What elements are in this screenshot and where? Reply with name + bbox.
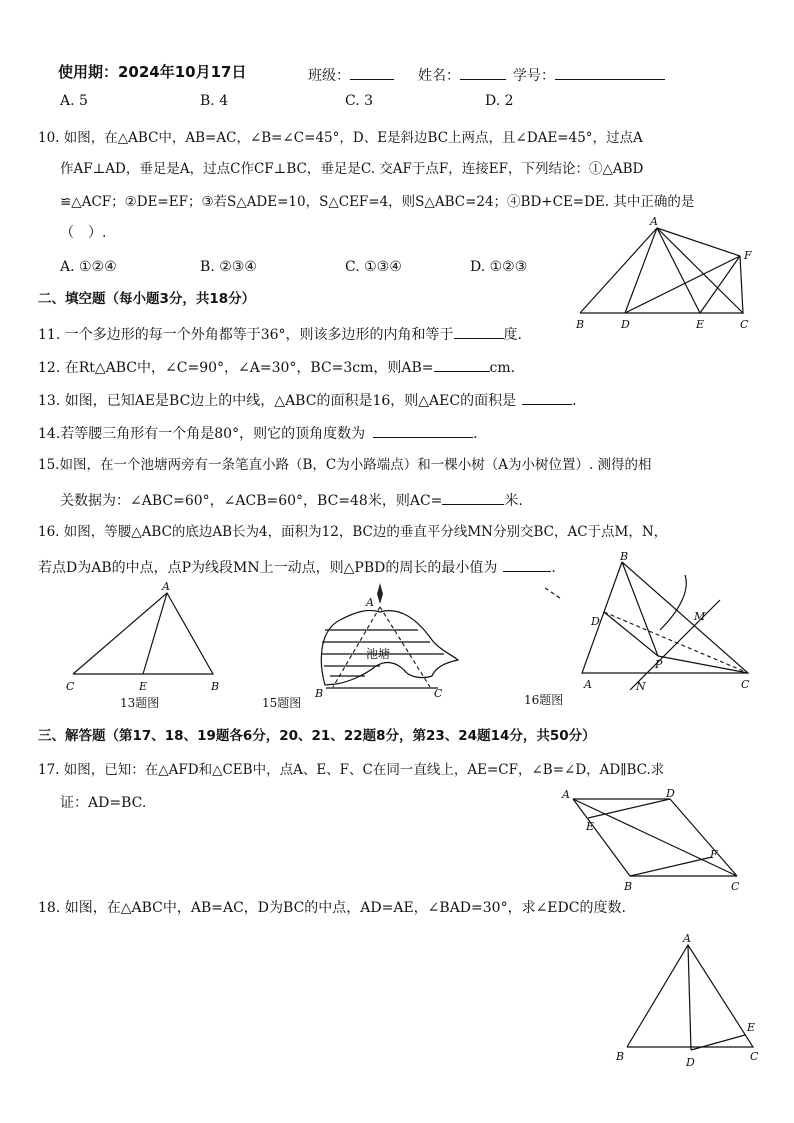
q13-text: 13. 如图，已知AE是BC边上的中线，△ABC的面积是16，则△AEC的面积是 [38, 393, 517, 409]
fig13 [66, 580, 219, 710]
fig16 [524, 550, 750, 707]
fig16-label-n: N [636, 680, 646, 693]
q12-suffix: cm. [489, 360, 516, 376]
fig16-caption: 16题图 [524, 693, 564, 707]
fig16-label-c: C [741, 678, 750, 691]
q18-text: 18. 如图，在△ABC中，AB=AC，D为BC的中点，AD=AE，∠BAD=30°，求∠EDC的度数. [38, 900, 626, 916]
fig15-label-b: B [315, 687, 324, 700]
q15-text: 关数据为：∠ABC=60°，∠ACB=60°，BC=48米，则AC= [60, 493, 443, 509]
q17-label-c: C [731, 880, 740, 893]
fig16-label-b: B [620, 550, 629, 563]
fig15-label-a: A [366, 596, 374, 609]
q17-figure [561, 787, 740, 893]
q10-label-c: C [740, 318, 749, 331]
fig15-label-c: C [434, 687, 443, 700]
q17-line2: 证：AD=BC. [60, 795, 147, 811]
fig16-label-m: M [694, 610, 706, 623]
id-label: 学号： [513, 68, 555, 84]
q17-label-e: E [586, 820, 595, 833]
q10-label-a: A [650, 215, 658, 228]
q10-option-c: C. ①③④ [345, 259, 402, 275]
q15-suffix: 米. [504, 493, 523, 509]
q17-label-b: B [624, 880, 633, 893]
pond-label: 池塘 [366, 647, 391, 661]
q10-option-b: B. ②③④ [200, 259, 257, 275]
q18-label-e: E [747, 1021, 756, 1034]
tree-icon [377, 583, 383, 604]
q18-figure [615, 932, 759, 1069]
class-label: 班级： [308, 68, 350, 84]
q9-option-c: C. 3 [345, 93, 374, 109]
q18-label-c: C [750, 1050, 759, 1063]
exam-date: 使用期：2024年10月17日 [58, 63, 247, 81]
fig16-label-a: A [584, 678, 592, 691]
q10-label-d: D [621, 318, 630, 331]
q18-label-d: D [686, 1056, 695, 1069]
fig13-label-c: C [66, 680, 75, 693]
q9-option-b: B. 4 [200, 93, 229, 109]
q16-line1: 16. 如图，等腰△ABC的底边AB长为4，面积为12，BC边的垂直平分线MN分别交BC，AC于点M，N， [38, 524, 668, 540]
fig13-label-a: A [162, 580, 170, 593]
q10-line1: 10. 如图，在△ABC中，AB=AC，∠B=∠C=45°，D、E是斜边BC上两点，且∠DAE=45°，过点A [38, 130, 643, 146]
q10-line3: ≌△ACF；②DE=EF；③若S△ADE=10，S△CEF=4，则S△ABC=24；④BD+CE=DE. 其中正确的是 [60, 194, 695, 210]
q10-label-e: E [696, 318, 705, 331]
name-label: 姓名： [418, 68, 460, 84]
section2-title: 二、填空题（每小题3分，共18分） [38, 291, 256, 307]
q10-line2: 作AF⊥AD，垂足是A，过点C作CF⊥BC，垂足是C. 交AF于点F，连接EF，下列结论：①△ABD [60, 161, 644, 177]
q18-label-b: B [616, 1050, 625, 1063]
q11-text: 11. 一个多边形的每一个外角都等于36°，则该多边形的内角和等于 [38, 327, 454, 343]
section3-title: 三、解答题（第17、18、19题各6分，20、21、22题8分，第23、24题14分，共50分） [38, 728, 596, 744]
fig15-caption: 15题图 [262, 696, 302, 710]
fig16-label-d: D [591, 615, 600, 628]
fig13-label-b: B [211, 680, 220, 693]
q9-option-d: D. 2 [485, 93, 514, 109]
q9-option-a: A. 5 [60, 93, 88, 109]
q14-text: 14.若等腰三角形有一个角是80°，则它的顶角度数为 [38, 426, 366, 442]
q13-suffix: . [572, 393, 577, 409]
fig16-label-p: P [655, 658, 663, 671]
q11-suffix: 度. [503, 327, 522, 343]
q17-label-f: F [710, 848, 718, 861]
fig13-caption: 13题图 [120, 696, 160, 710]
q10-option-d: D. ①②③ [470, 259, 528, 275]
fig13-label-e: E [139, 680, 148, 693]
q14-suffix: . [473, 426, 478, 442]
q17-line1: 17. 如图，已知：在△AFD和△CEB中，点A、E、F、C在同一直线上，AE=CF，∠B=∠D，AD∥BC.求 [38, 762, 665, 778]
q16-suffix: . [551, 560, 556, 576]
q16-text: 若点D为AB的中点，点P为线段MN上一动点，则△PBD的周长的最小值为 [38, 560, 498, 576]
q17-label-d: D [666, 787, 675, 800]
q18-label-a: A [683, 932, 691, 945]
q10-option-a: A. ①②④ [60, 259, 117, 275]
q12-text: 12. 在Rt△ABC中，∠C=90°，∠A=30°，BC=3cm，则AB= [38, 360, 434, 376]
q10-figure [575, 215, 752, 331]
q17-label-a: A [562, 788, 570, 801]
q10-label-b: B [576, 318, 585, 331]
q10-line4: （ ）. [60, 225, 107, 241]
fig15 [262, 583, 458, 710]
q15-line1: 15.如图，在一个池塘两旁有一条笔直小路（B，C为小路端点）和一棵小树（A为小树位置）. 测得的相 [38, 457, 652, 473]
q10-label-f: F [744, 249, 752, 262]
